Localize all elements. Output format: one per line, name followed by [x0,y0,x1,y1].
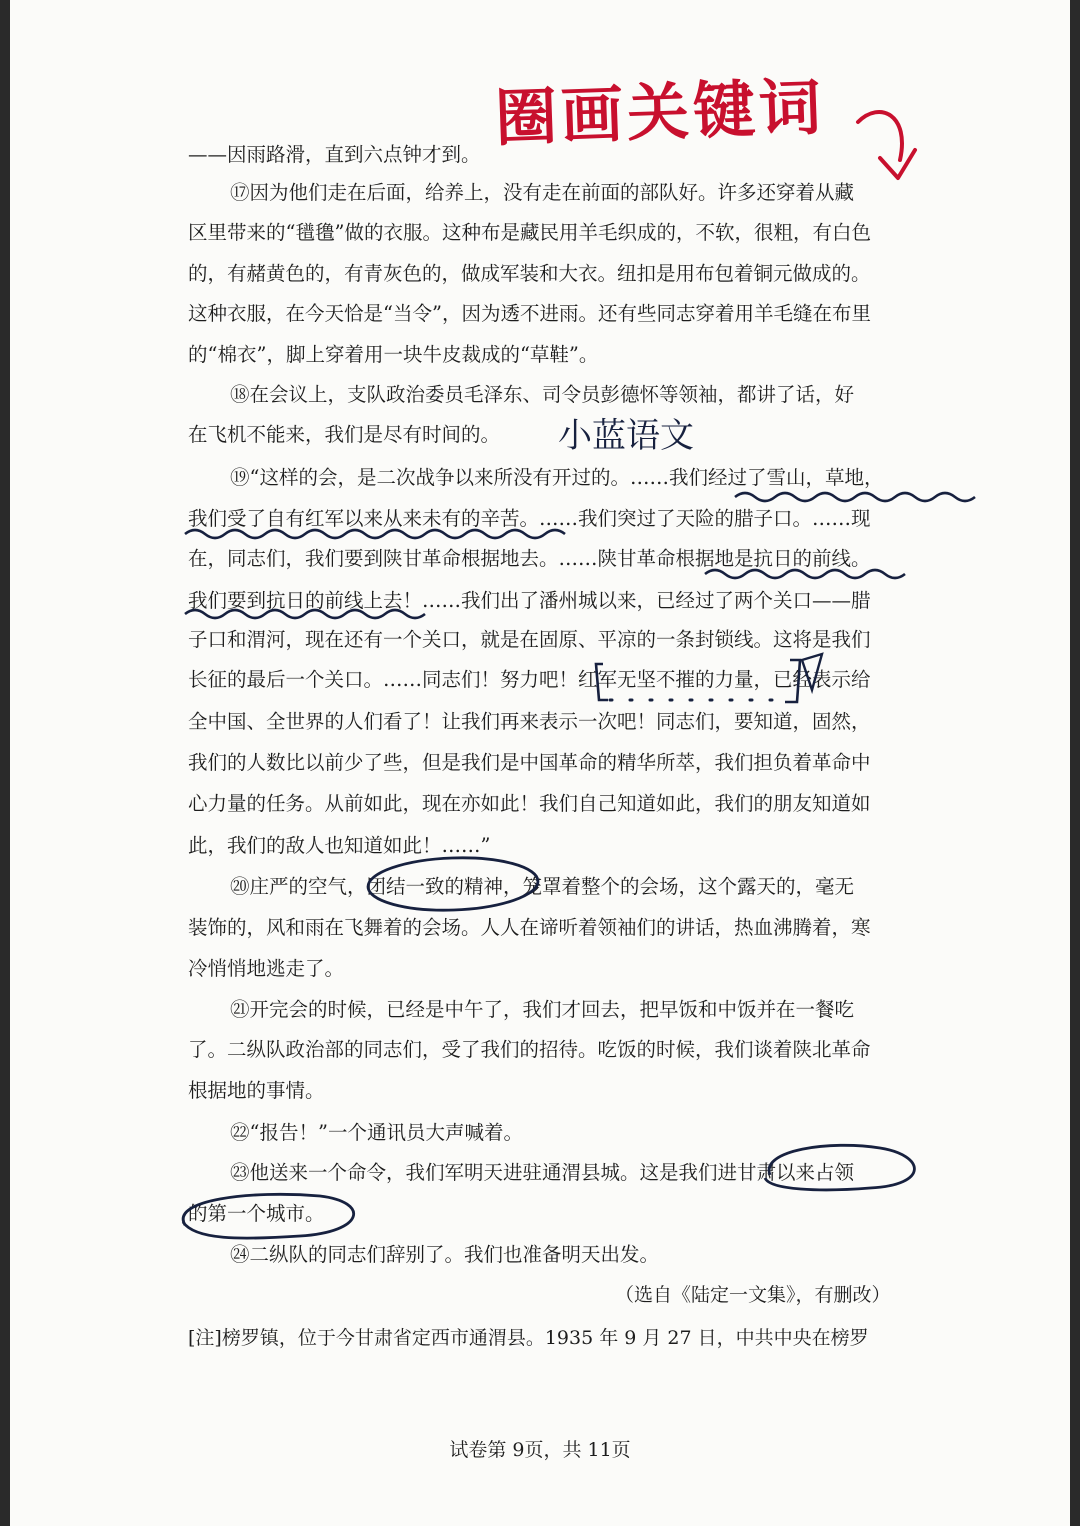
text-line: ——因雨路滑，直到六点钟才到。 [188,143,481,166]
text-line: 心力量的任务。从前如此，现在亦如此！我们自己知道如此，我们的朋友知道如 [188,792,871,815]
text-line: ㉓他送来一个命令，我们军明天进驻通渭县城。这是我们进甘肃以来占领 [230,1161,855,1184]
text-line: 冷悄悄地逃走了。 [188,957,345,980]
text-line: 的，有赭黄色的，有青灰色的，做成军装和大衣。纽扣是用布包着铜元做成的。 [188,262,871,285]
text-line: 在飞机不能来，我们是尽有时间的。 [188,423,501,446]
text-line: ㉑开完会的时候，已经是中午了，我们才回去，把早饭和中饭并在一餐吃 [230,998,855,1021]
exam-page [10,0,1070,1526]
text-line: ㉔二纵队的同志们辞别了。我们也准备明天出发。 [230,1243,660,1266]
text-line: 的“棉衣”，脚上穿着用一块牛皮裁成的“草鞋”。 [188,343,599,366]
text-line: ⑱在会议上，支队政治委员毛泽东、司令员彭德怀等领袖，都讲了话，好 [230,383,855,406]
text-line: 装饰的，风和雨在飞舞着的会场。人人在谛听着领袖们的讲话，热血沸腾着，寒 [188,916,871,939]
text-line: 此，我们的敌人也知道如此！……” [188,834,491,857]
text-line: 长征的最后一个关口。……同志们！努力吧！红军无坚不摧的力量，已经表示给 [188,668,871,691]
text-line: 我们受了自有红军以来从来未有的辛苦。……我们突过了天险的腊子口。……现 [188,507,871,530]
text-line: 的第一个城市。 [188,1202,325,1225]
text-line: 区里带来的“氆氇”做的衣服。这种布是藏民用羊毛织成的，不软，很粗，有白色 [188,221,871,244]
footnote: [注]榜罗镇，位于今甘肃省定西市通渭县。1935 年 9 月 27 日，中共中央在榜罗 [188,1327,869,1349]
text-line: 了。二纵队政治部的同志们，受了我们的招待。吃饭的时候，我们谈着陕北革命 [188,1038,871,1061]
page-footer: 试卷第 9页，共 11页 [449,1439,631,1461]
text-line: ㉒“报告！”一个通讯员大声喊着。 [230,1121,523,1144]
text-line: 这种衣服，在今天恰是“当令”，因为透不进雨。还有些同志穿着用羊毛缝在布里 [188,302,871,325]
handwritten-signature: 小蓝语文 [558,416,694,456]
text-line: 根据地的事情。 [188,1079,325,1102]
handwritten-title: 圈画关键词 [493,70,827,155]
text-line: 子口和渭河，现在还有一个关口，就是在固原、平凉的一条封锁线。这将是我们 [188,628,871,651]
text-line: ⑲“这样的会，是二次战争以来所没有开过的。……我们经过了雪山，草地， [230,466,884,489]
text-line: ⑳庄严的空气，团结一致的精神，笼罩着整个的会场，这个露天的，毫无 [230,875,855,898]
text-line: 我们的人数比以前少了些，但是我们是中国革命的精华所萃，我们担负着革命中 [188,751,871,774]
text-line: 全中国、全世界的人们看了！让我们再来表示一次吧！同志们，要知道，固然， [188,710,871,733]
text-line: 我们要到抗日的前线上去！……我们出了潘州城以来，已经过了两个关口——腊 [188,589,871,612]
text-line: 在，同志们，我们要到陕甘革命根据地去。……陕甘革命根据地是抗日的前线。 [188,547,871,570]
text-line: ⑰因为他们走在后面，给养上，没有走在前面的部队好。许多还穿着从藏 [230,181,855,204]
source-citation: （选自《陆定一文集》，有删改） [615,1284,891,1306]
